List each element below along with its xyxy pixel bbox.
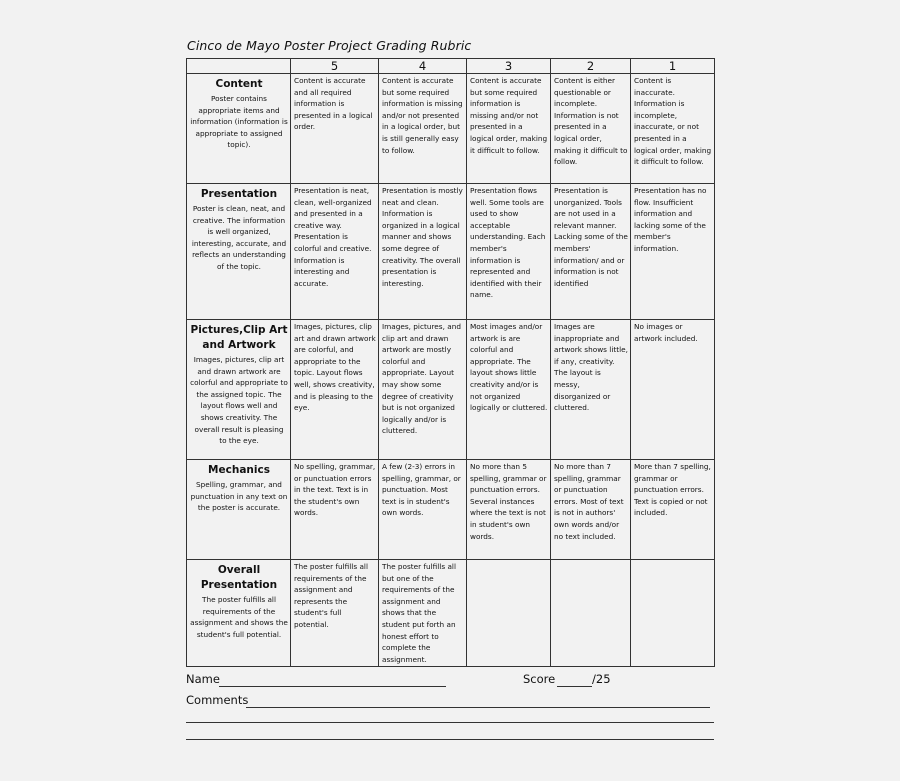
rubric-sheet: [186, 38, 714, 667]
criterion-cell: [187, 560, 291, 667]
score-header: 3: [467, 59, 551, 74]
score-header: 1: [631, 59, 715, 74]
rubric-cell: Content is accurate but some required information is missing and/or not presented in a logical order, making it difficult to follow.: [467, 74, 551, 184]
rubric-cell: [467, 560, 551, 667]
rubric-cell: Presentation is neat, clean, well-organized and presented in a creative way. Presentation is colorful and creative. Information is interesting and accurate.: [291, 184, 379, 320]
criterion-cell: [187, 184, 291, 320]
rubric-cell: The poster fulfills all but one of the requirements of the assignment and shows that the student put forth an honest effort to complete the assignment.: [379, 560, 467, 667]
rubric-cell: Most images and/or artwork is are colorful and appropriate. The layout shows little creativity and/or is not organized logically or cluttered.: [467, 320, 551, 460]
name-score-row: [186, 672, 714, 688]
comments-line[interactable]: [186, 722, 714, 723]
rubric-cell: Presentation flows well. Some tools are used to show acceptable understanding. Each member's information is represented and identified with their name.: [467, 184, 551, 320]
name-label: Name: [186, 672, 220, 686]
rubric-cell: [551, 560, 631, 667]
rubric-cell: Images, pictures, clip art and drawn artwork are colorful, and appropriate to the topic. Layout flows well, shows creativity, and is pleasing to the eye.: [291, 320, 379, 460]
criterion-description: Poster contains appropriate items and information (information is appropriate to assigned topic).: [190, 94, 288, 150]
criterion-title: Mechanics: [208, 464, 270, 476]
criterion-title: Overall Presentation: [200, 564, 278, 591]
rubric-table: [186, 58, 715, 667]
rubric-cell: No spelling, grammar, or punctuation errors in the text. Text is in the student's own words.: [291, 460, 379, 560]
score-label: Score: [523, 672, 556, 686]
rubric-cell: Content is inaccurate. Information is incomplete, inaccurate, or not presented in a logical order, making it difficult to follow.: [631, 74, 715, 184]
criterion-row-mechanics: [187, 460, 715, 560]
header-row: [187, 59, 715, 74]
rubric-cell: Content is accurate but some required information is missing and/or not presented in a logical order, but is still generally easy to follow.: [379, 74, 467, 184]
criterion-title: Pictures,Clip Art and Artwork: [190, 324, 288, 351]
criterion-description: Poster is clean, neat, and creative. The information is well organized, interesting, accurate, and reflects an understanding of the topic.: [191, 204, 287, 271]
rubric-cell: Content is accurate and all required information is presented in a logical order.: [291, 74, 379, 184]
score-line[interactable]: [557, 686, 592, 687]
comments-row: [186, 693, 714, 709]
criterion-title: Presentation: [200, 188, 278, 200]
rubric-cell: A few (2-3) errors in spelling, grammar, or punctuation. Most text is in student's own words.: [379, 460, 467, 560]
criterion-row-presentation: [187, 184, 715, 320]
comments-label: Comments: [186, 693, 249, 707]
score-total: /25: [592, 672, 611, 686]
rubric-cell: Images are inappropriate and artwork shows little, if any, creativity. The layout is messy, disorganized or cluttered.: [551, 320, 631, 460]
criterion-cell: [187, 460, 291, 560]
criterion-cell: [187, 74, 291, 184]
header-blank: [187, 59, 291, 74]
score-header: 5: [291, 59, 379, 74]
criterion-cell: [187, 320, 291, 460]
page-title: Cinco de Mayo Poster Project Grading Rubric: [187, 38, 472, 53]
criterion-description: Images, pictures, clip art and drawn artwork are colorful and appropriate to the assigned topic. The layout flows well and shows creativity. The overall result is pleasing to the eye.: [190, 355, 288, 446]
rubric-cell: Images, pictures, and clip art and drawn artwork are mostly colorful and appropriate. Layout may show some degree of creativity but is not organized logically and/or is cluttered.: [379, 320, 467, 460]
rubric-cell: Presentation is unorganized. Tools are not used in a relevant manner. Lacking some of the members' information/ and or information is not identified: [551, 184, 631, 320]
criterion-row-content: [187, 74, 715, 184]
rubric-cell: Content is either questionable or incomplete. Information is not presented in a logical order, making it difficult to follow.: [551, 74, 631, 184]
rubric-cell: Presentation is mostly neat and clean. Information is organized in a logical manner and shows some degree of creativity. The overall presentation is interesting.: [379, 184, 467, 320]
name-line[interactable]: [219, 686, 446, 687]
rubric-cell: No more than 5 spelling, grammar or punctuation errors. Several instances where the text is not in student's own words.: [467, 460, 551, 560]
comments-line[interactable]: [186, 739, 714, 740]
rubric-cell: More than 7 spelling, grammar or punctuation errors. Text is copied or not included.: [631, 460, 715, 560]
criterion-description: Spelling, grammar, and punctuation in any text on the poster is accurate.: [190, 480, 288, 513]
rubric-cell: The poster fulfills all requirements of the assignment and represents the student's full potential.: [291, 560, 379, 667]
criterion-row-pictures: [187, 320, 715, 460]
criterion-row-overall: [187, 560, 715, 667]
rubric-cell: No images or artwork included.: [631, 320, 715, 460]
rubric-cell: Presentation has no flow. Insufficient information and lacking some of the member's information.: [631, 184, 715, 320]
score-header: 4: [379, 59, 467, 74]
criterion-description: The poster fulfills all requirements of the assignment and shows the student's full potential.: [190, 595, 288, 639]
rubric-cell: No more than 7 spelling, grammar or punctuation errors. Most of text is not in authors' own words and/or no text included.: [551, 460, 631, 560]
rubric-cell: [631, 560, 715, 667]
comments-line[interactable]: [246, 707, 710, 708]
score-header: 2: [551, 59, 631, 74]
criterion-title: Content: [215, 78, 263, 90]
